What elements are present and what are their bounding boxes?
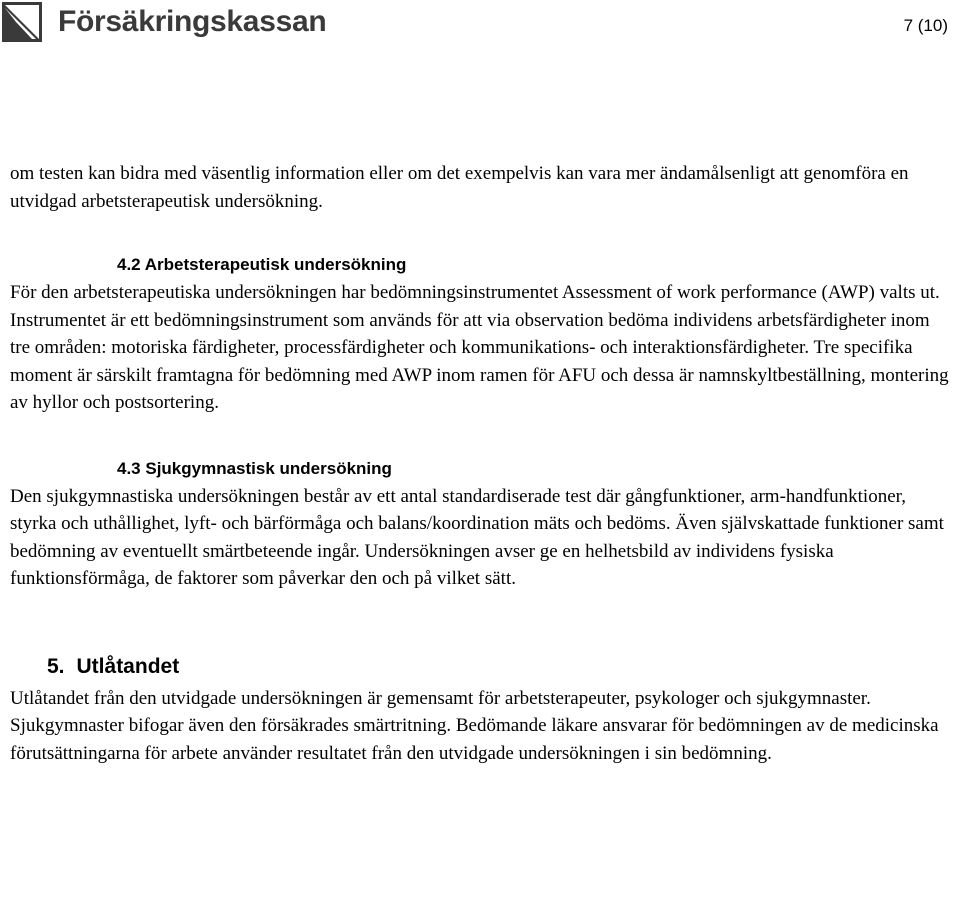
page-number: 7 (10)	[903, 16, 948, 35]
logo	[2, 2, 326, 42]
section-5-title: Utlåtandet	[76, 654, 180, 678]
intro-paragraph: om testen kan bidra med väsentlig information eller om det exempelvis kan vara mer ändamålsenligt att genomföra en utvidgad arbetsterapeutisk undersökning.	[10, 163, 909, 212]
page-header	[0, 0, 960, 60]
section-5-number: 5.	[47, 654, 65, 678]
document-body	[10, 160, 950, 767]
section-4-2-heading: 4.2 Arbetsterapeutisk undersökning	[117, 255, 407, 274]
logo-icon	[2, 2, 42, 42]
section-4-2-paragraph: För den arbetsterapeutiska undersökningen har bedömningsinstrumentet Assessment of work performance (AWP) valts ut. Instrumentet är ett bedömningsinstrument som används för att via observation bedöma individens arbetsfärdigheter inom tre områden: motoriska färdigheter, processfärdigheter och kommunikations- och interaktionsfärdigheter. Tre specifika moment är särskilt framtagna för bedömning med AWP inom ramen för AFU och dessa är namnskyltbeställning, montering av hyllor och postsortering.	[10, 282, 949, 413]
section-4-3-paragraph: Den sjukgymnastiska undersökningen består av ett antal standardiserade test där gångfunktioner, arm-handfunktioner, styrka och uthållighet, lyft- och bärförmåga och balans/koordination mäts och bedöms. Även självskattade funktioner samt bedömning av eventuellt smärtbeteende ingår. Undersökningen avser ge en helhetsbild av individens fysiska funktionsförmåga, de faktorer som påverkar den och på vilket sätt.	[10, 485, 944, 589]
section-4-3-heading: 4.3 Sjukgymnastisk undersökning	[117, 458, 392, 478]
section-5-paragraph: Utlåtandet från den utvidgade undersökningen är gemensamt för arbetsterapeuter, psykologer och sjukgymnaster. Sjukgymnaster bifogar även den försäkrades smärtritning. Bedömande läkare ansvarar för bedömningen av de medicinska förutsättningarna för arbete använder resultatet från den utvidgade undersökningen i sin bedömning.	[10, 687, 939, 764]
section-5-heading	[10, 653, 950, 681]
logo-text: Försäkringskassan	[58, 5, 327, 38]
